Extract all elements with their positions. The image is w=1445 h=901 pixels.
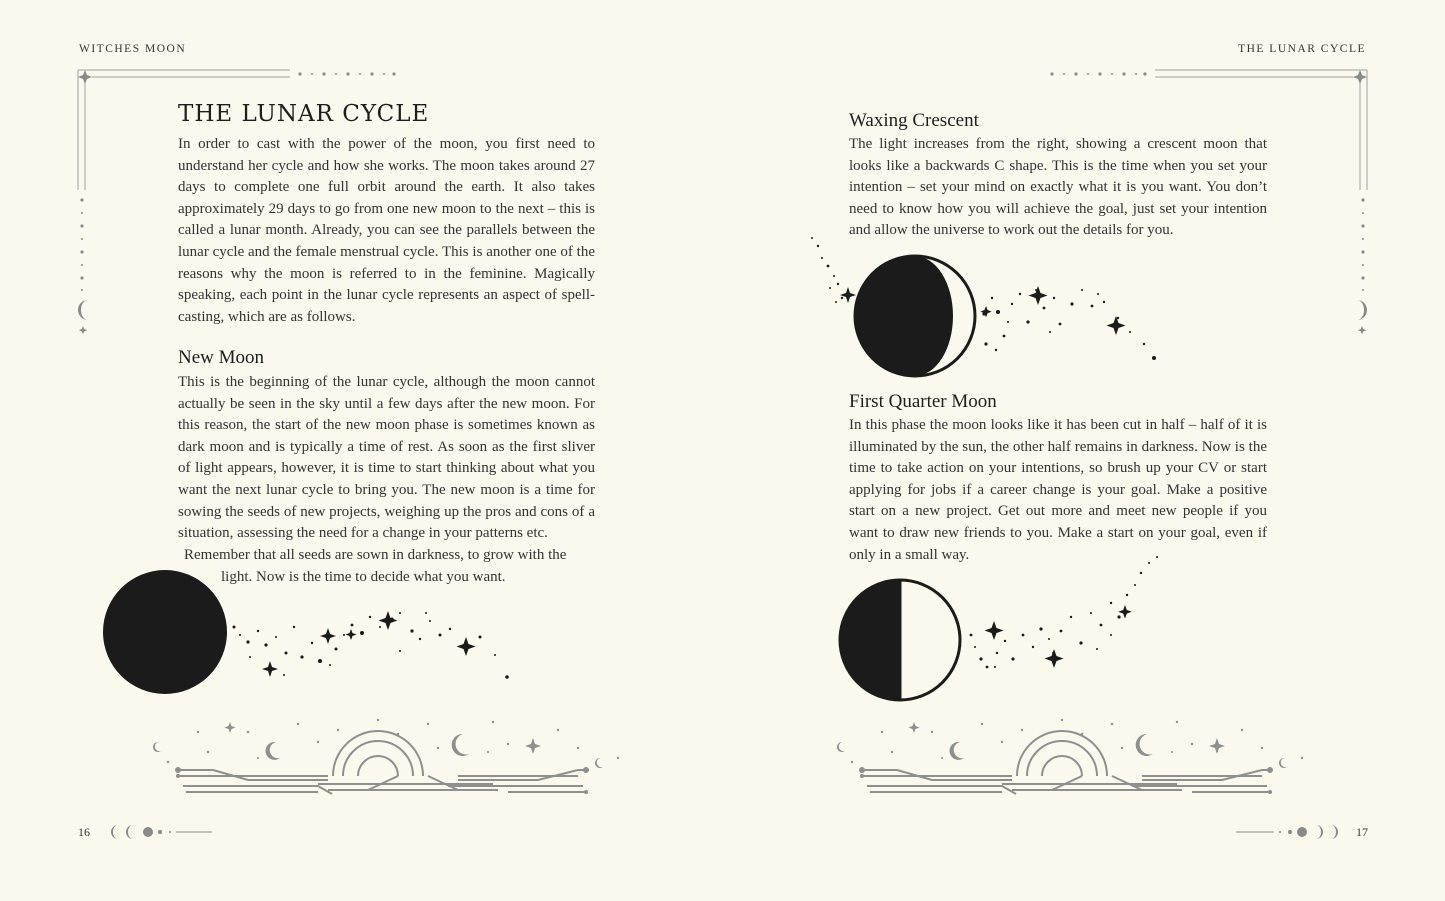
- folio-ornament-left: [108, 823, 218, 843]
- new-moon-paragraph-line: Remember that all seeds are sown in darkness, to grow with the: [184, 547, 567, 563]
- new-moon-illustration: [100, 565, 520, 705]
- waxing-crescent-illustration: [808, 232, 1168, 392]
- running-head-right: THE LUNAR CYCLE: [1238, 43, 1366, 55]
- page-number-left: 16: [78, 825, 90, 839]
- page-number-right: 17: [1356, 825, 1368, 839]
- new-moon-heading: New Moon: [178, 347, 265, 368]
- running-head-left: WITCHES MOON: [79, 43, 187, 55]
- new-moon-paragraph-line: light. Now is the time to decide what you want.: [221, 569, 506, 585]
- first-quarter-paragraph: In this phase the moon looks like it has been cut in half – half of it is illuminated by the sun, the other half remains in darkness. Now is the time to take action on your intentions, so brush up your CV or start applying for jobs if a career change is your goal. Make a positive start on a new project. Get out more and meet new people if you want to draw new friends to you. Make a start on your goal, even if only in a small way.: [849, 417, 1267, 563]
- intro-paragraph: In order to cast with the power of the moon, you first need to understand her cycle and how she works. The moon takes around 27 days to complete one full orbit around the earth. It also takes approximately 29 days to go from one new moon to the next – this is called a lunar month. Already, you can see the parallels between the lunar cycle and the female menstrual cycle. This is another one of the reasons why the moon is referred to in the feminine. Magically speaking, each point in the lunar cycle represents an aspect of spell-casting, which are as follows.: [178, 136, 595, 325]
- waxing-crescent-paragraph: The light increases from the right, showing a crescent moon that looks like a backwards C shape. This is the time when you set your intention – set your mind on exactly what it is you want. You don’t need to know how you will achieve the goal, just set your intention and allow the universe to work out the details for you.: [849, 136, 1267, 239]
- first-quarter-illustration: [835, 555, 1175, 705]
- bottom-ornament-right: [822, 712, 1322, 812]
- bottom-ornament-left: [138, 712, 638, 812]
- new-moon-paragraph: This is the beginning of the lunar cycle, although the moon cannot actually be seen in the sky until a few days after the new moon. For this reason, the start of the new moon phase is sometimes known as dark moon and is typically a time of rest. As soon as the first sliver of light appears, however, it is time to start thinking about what you want the next lunar cycle to bring you. The new moon is a time for sowing the seeds of new projects, weighing up the pros and cons of a situation, assessing the need for a change in your patterns etc.: [178, 374, 595, 542]
- waxing-crescent-heading: Waxing Crescent: [849, 110, 979, 131]
- page-title: THE LUNAR CYCLE: [178, 101, 430, 127]
- folio-ornament-right: [1234, 823, 1344, 843]
- first-quarter-heading: First Quarter Moon: [849, 391, 997, 412]
